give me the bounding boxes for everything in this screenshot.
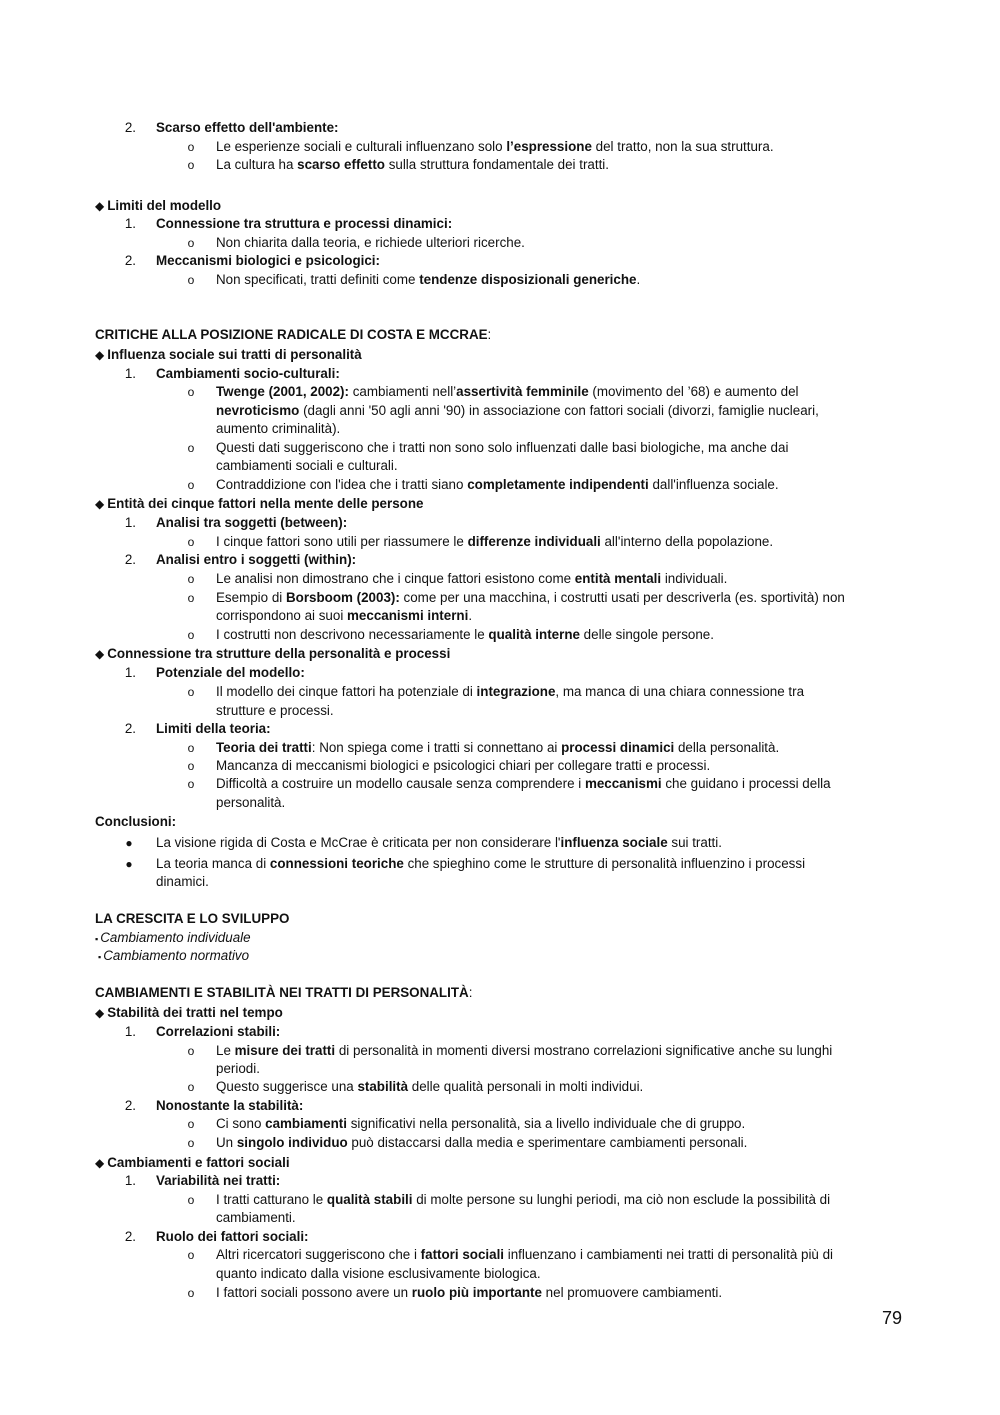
section-heading: ◆ Limiti del modello xyxy=(95,198,222,213)
list-number: 1. xyxy=(124,216,136,231)
list-item: Le misure dei tratti di personalità in momenti diversi mostrano correlazioni significative anche su lunghi xyxy=(216,1043,833,1058)
list-item: ▪ Cambiamento individuale xyxy=(95,930,251,945)
section-heading: ◆ Entità dei cinque fattori nella mente delle persone xyxy=(95,496,424,511)
list-item: La cultura ha scarso effetto sulla struttura fondamentale dei tratti. xyxy=(216,157,610,172)
diamond-icon: ◆ xyxy=(95,1156,105,1170)
circle-bullet-icon: o xyxy=(187,158,195,172)
list-heading: Connessione tra struttura e processi dinamici: xyxy=(156,216,453,231)
list-item-continuation: cambiamenti. xyxy=(216,1210,296,1225)
list-item: Mancanza di meccanismi biologici e psicologici chiari per collegare tratti e processi. xyxy=(216,758,711,773)
list-heading: Analisi entro i soggetti (within): xyxy=(156,552,357,567)
list-item-continuation: periodi. xyxy=(216,1061,260,1076)
circle-bullet-icon: o xyxy=(187,1286,195,1300)
circle-bullet-icon: o xyxy=(187,441,195,455)
list-heading: Meccanismi biologici e psicologici: xyxy=(156,253,380,268)
list-item: Le analisi non dimostrano che i cinque fattori esistono come entità mentali individuali. xyxy=(216,571,728,586)
circle-bullet-icon: o xyxy=(187,385,195,399)
square-bullet-icon: ▪ xyxy=(98,952,102,962)
circle-bullet-icon: o xyxy=(187,478,195,492)
circle-bullet-icon: o xyxy=(187,628,195,642)
circle-bullet-icon: o xyxy=(187,591,195,605)
section-heading: ◆ Connessione tra strutture della personalità e processi xyxy=(95,646,451,661)
bullet-icon: ● xyxy=(125,857,133,871)
list-item: Questi dati suggeriscono che i tratti non sono solo influenzati dalle basi biologiche, ma anche dai xyxy=(216,440,789,455)
section-heading: ◆ Stabilità dei tratti nel tempo xyxy=(95,1005,283,1020)
list-item: Ci sono cambiamenti significativi nella personalità, sia a livello individuale che di gruppo. xyxy=(216,1116,746,1131)
list-heading: Scarso effetto dell'ambiente: xyxy=(156,120,339,135)
page-number: 79 xyxy=(882,1308,903,1328)
list-number: 1. xyxy=(124,665,136,680)
diamond-icon: ◆ xyxy=(95,1006,105,1020)
list-item: Le esperienze sociali e culturali influenzano solo l’espressione del tratto, non la sua struttura. xyxy=(216,139,774,154)
list-item-continuation: corrispondono ai suoi meccanismi interni. xyxy=(216,608,473,623)
list-number: 2. xyxy=(124,721,136,736)
circle-bullet-icon: o xyxy=(187,759,195,773)
list-item: I costrutti non descrivono necessariamente le qualità interne delle singole persone. xyxy=(216,627,714,642)
list-item: Questo suggerisce una stabilità delle qualità personali in molti individui. xyxy=(216,1079,644,1094)
circle-bullet-icon: o xyxy=(187,140,195,154)
list-item: ▪ Cambiamento normativo xyxy=(98,948,250,963)
list-item: Difficoltà a costruire un modello causale senza comprendere i meccanismi che guidano i processi della xyxy=(216,776,831,791)
list-number: 2. xyxy=(124,253,136,268)
list-item: Un singolo individuo può distaccarsi dalla media e sperimentare cambiamenti personali. xyxy=(216,1135,748,1150)
list-heading: Analisi tra soggetti (between): xyxy=(156,515,348,530)
list-item: Teoria dei tratti: Non spiega come i tratti si connettano ai processi dinamici della personalità. xyxy=(216,740,780,755)
list-item-continuation: strutture e processi. xyxy=(216,703,334,718)
circle-bullet-icon: o xyxy=(187,685,195,699)
circle-bullet-icon: o xyxy=(187,1117,195,1131)
conclusions-heading: Conclusioni: xyxy=(95,814,177,829)
list-number: 2. xyxy=(124,552,136,567)
list-heading: Cambiamenti socio-culturali: xyxy=(156,366,340,381)
diamond-icon: ◆ xyxy=(95,647,105,661)
list-number: 1. xyxy=(124,1024,136,1039)
diamond-icon: ◆ xyxy=(95,497,105,511)
list-item: Il modello dei cinque fattori ha potenziale di integrazione, ma manca di una chiara connessione tra xyxy=(216,684,805,699)
list-item-continuation: aumento criminalità). xyxy=(216,421,341,436)
list-item-continuation: cambiamenti sociali e culturali. xyxy=(216,458,398,473)
list-number: 1. xyxy=(124,366,136,381)
list-heading: Nonostante la stabilità: xyxy=(156,1098,304,1113)
circle-bullet-icon: o xyxy=(187,1193,195,1207)
diamond-icon: ◆ xyxy=(95,348,105,362)
bullet-icon: ● xyxy=(125,836,133,850)
list-heading: Correlazioni stabili: xyxy=(156,1024,281,1039)
circle-bullet-icon: o xyxy=(187,236,195,250)
section-heading: ◆ Cambiamenti e fattori sociali xyxy=(95,1155,290,1170)
list-item-continuation: dinamici. xyxy=(156,874,209,889)
list-item: Non chiarita dalla teoria, e richiede ulteriori ricerche. xyxy=(216,235,525,250)
circle-bullet-icon: o xyxy=(187,572,195,586)
list-heading: Ruolo dei fattori sociali: xyxy=(156,1229,309,1244)
list-number: 1. xyxy=(124,515,136,530)
list-item: Contraddizione con l'idea che i tratti siano completamente indipendenti dall'influenza sociale. xyxy=(216,477,779,492)
list-item: Twenge (2001, 2002): cambiamenti nell’assertività femminile (movimento del ’68) e aumento del xyxy=(216,384,799,399)
circle-bullet-icon: o xyxy=(187,535,195,549)
list-item: I cinque fattori sono utili per riassumere le differenze individuali all'interno della popolazione. xyxy=(216,534,774,549)
circle-bullet-icon: o xyxy=(187,1248,195,1262)
list-item-continuation: personalità. xyxy=(216,795,286,810)
list-heading: Potenziale del modello: xyxy=(156,665,305,680)
list-item-continuation: nevroticismo (dagli anni '50 agli anni '90) in associazione con fattori sociali (divorzi, famiglie nucleari, xyxy=(216,403,819,418)
section-title: LA CRESCITA E LO SVILUPPO xyxy=(95,911,290,926)
list-number: 2. xyxy=(124,1229,136,1244)
list-item: Esempio di Borsboom (2003): come per una macchina, i costrutti usati per descriverla (es. sportività) non xyxy=(216,590,845,605)
list-item: Non specificati, tratti definiti come tendenze disposizionali generiche. xyxy=(216,272,641,287)
circle-bullet-icon: o xyxy=(187,1080,195,1094)
list-item: Altri ricercatori suggeriscono che i fattori sociali influenzano i cambiamenti nei tratti di personalità più di xyxy=(216,1247,834,1262)
page-title: CRITICHE ALLA POSIZIONE RADICALE DI COSTA E MCCRAE: xyxy=(95,327,492,342)
list-item-continuation: quanto indicato dalla visione esclusivamente biologica. xyxy=(216,1266,541,1281)
list-heading: Variabilità nei tratti: xyxy=(156,1173,281,1188)
list-item: La teoria manca di connessioni teoriche che spieghino come le strutture di personalità influenzino i processi xyxy=(156,856,806,871)
list-item: I tratti catturano le qualità stabili di molte persone su lunghi periodi, ma ciò non esclude la possibilità di xyxy=(216,1192,831,1207)
list-heading: Limiti della teoria: xyxy=(156,721,271,736)
diamond-icon: ◆ xyxy=(95,199,105,213)
circle-bullet-icon: o xyxy=(187,1044,195,1058)
list-item: La visione rigida di Costa e McCrae è criticata per non considerare l'influenza sociale sui tratti. xyxy=(156,835,722,850)
section-heading: ◆ Influenza sociale sui tratti di personalità xyxy=(95,347,362,362)
section-title: CAMBIAMENTI E STABILITÀ NEI TRATTI DI PERSONALITÀ: xyxy=(95,985,473,1000)
circle-bullet-icon: o xyxy=(187,741,195,755)
list-item: I fattori sociali possono avere un ruolo più importante nel promuovere cambiamenti. xyxy=(216,1285,723,1300)
circle-bullet-icon: o xyxy=(187,777,195,791)
square-bullet-icon: ▪ xyxy=(95,934,99,944)
list-number: 2. xyxy=(124,120,136,135)
circle-bullet-icon: o xyxy=(187,273,195,287)
circle-bullet-icon: o xyxy=(187,1136,195,1150)
list-number: 2. xyxy=(124,1098,136,1113)
list-number: 1. xyxy=(124,1173,136,1188)
